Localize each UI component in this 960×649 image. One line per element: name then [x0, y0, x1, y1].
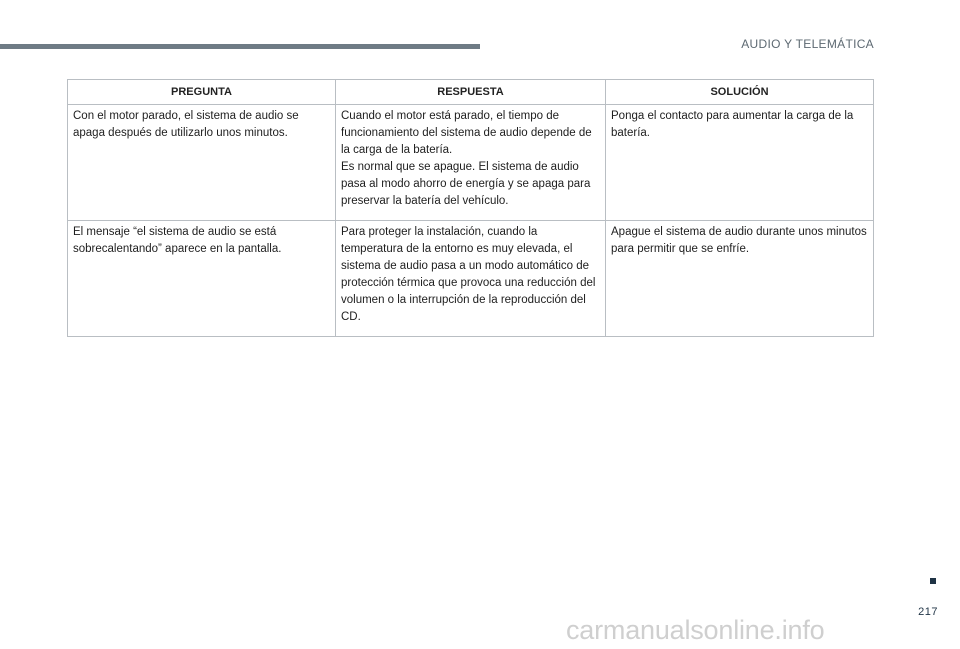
- table-row: [68, 105, 874, 221]
- answer-text: Es normal que se apague. El sistema de audio pasa al modo ahorro de energía y se apaga para preservar la batería del vehículo.: [341, 161, 591, 207]
- answer-text: Para proteger la instalación, cuando la temperatura de la entorno es muy elevada, el sistema de audio pasa a un modo automático de protección térmica que provoca una reducción del volumen o la interrupción de la reproducción del CD.: [341, 226, 596, 323]
- answer-cell: [336, 221, 606, 337]
- answer-cell: [336, 105, 606, 221]
- column-header-answer: RESPUESTA: [336, 80, 606, 105]
- section-title: AUDIO Y TELEMÁTICA: [741, 37, 874, 51]
- column-header-solution: SOLUCIÓN: [606, 80, 874, 105]
- solution-cell: Ponga el contacto para aumentar la carga de la batería.: [606, 105, 874, 221]
- solution-cell: Apague el sistema de audio durante unos minutos para permitir que se enfríe.: [606, 221, 874, 337]
- answer-text: Cuando el motor está parado, el tiempo de funcionamiento del sistema de audio depende de la carga de la batería.: [341, 110, 592, 156]
- table-row: [68, 221, 874, 337]
- table-header-row: [68, 80, 874, 105]
- watermark: carmanualsonline.info: [566, 615, 825, 645]
- question-cell: Con el motor parado, el sistema de audio se apaga después de utilizarlo unos minutos.: [68, 105, 336, 221]
- page-number: 217: [918, 606, 938, 618]
- faq-table: [67, 79, 874, 337]
- page-marker: [930, 578, 936, 584]
- question-cell: El mensaje “el sistema de audio se está sobrecalentando” aparece en la pantalla.: [68, 221, 336, 337]
- column-header-question: PREGUNTA: [68, 80, 336, 105]
- header-bar: [0, 44, 480, 49]
